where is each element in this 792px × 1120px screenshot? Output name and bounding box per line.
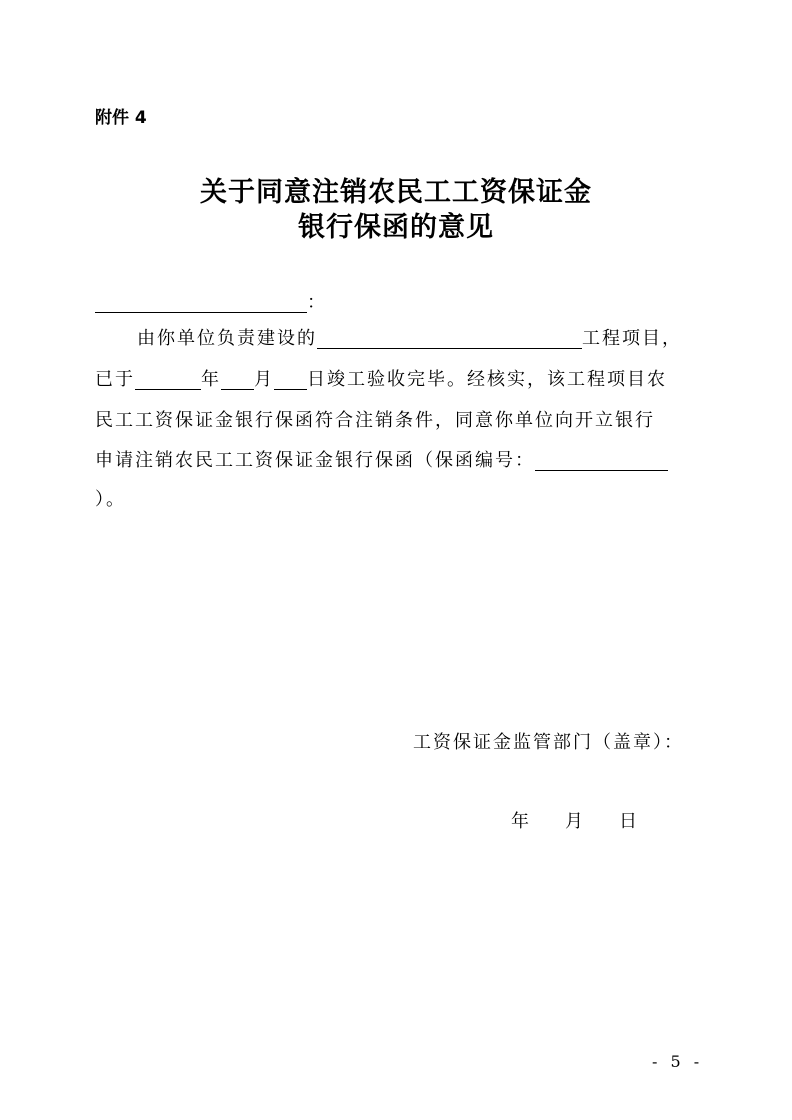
p4-text: 申请注销农民工工资保证金银行保函（保函编号： [95, 450, 535, 471]
paragraph-line-5: ）。 [95, 489, 126, 510]
paragraph-line-3: 民工工资保证金银行保函符合注销条件，同意你单位向开立银行 [95, 410, 655, 431]
project-name-blank[interactable] [317, 330, 582, 349]
paragraph-line-1 [137, 329, 682, 349]
p1-text-a: 由你单位负责建设的 [137, 328, 317, 349]
guarantee-number-blank[interactable] [535, 452, 668, 471]
completion-day-blank[interactable] [274, 371, 307, 390]
salutation-colon: ： [307, 292, 327, 313]
salutation-line [95, 293, 327, 313]
p1-text-b: 工程项目， [582, 328, 682, 349]
completion-year-blank[interactable] [135, 371, 201, 390]
footer-day-label: 日 [619, 811, 637, 832]
footer-month-label: 月 [565, 811, 583, 832]
attachment-label: 附件 4 [95, 108, 147, 128]
p2-text-b: 日竣工验收完毕。经核实，该工程项目农 [307, 369, 667, 390]
authority-seal-line: 工资保证金监管部门（盖章）： [413, 732, 684, 753]
p2-month-label: 月 [254, 369, 274, 390]
p2-year-label: 年 [201, 369, 221, 390]
page-number: - 5 - [652, 1052, 704, 1071]
document-title-line-1: 关于同意注销农民工工资保证金 [200, 177, 592, 208]
p2-text-a: 已于 [95, 369, 135, 390]
document-title-line-2: 银行保函的意见 [298, 212, 494, 243]
footer-year-label: 年 [511, 811, 529, 832]
recipient-blank[interactable] [95, 294, 307, 313]
completion-month-blank[interactable] [221, 371, 254, 390]
paragraph-line-2 [95, 370, 667, 390]
paragraph-line-4 [95, 451, 668, 471]
